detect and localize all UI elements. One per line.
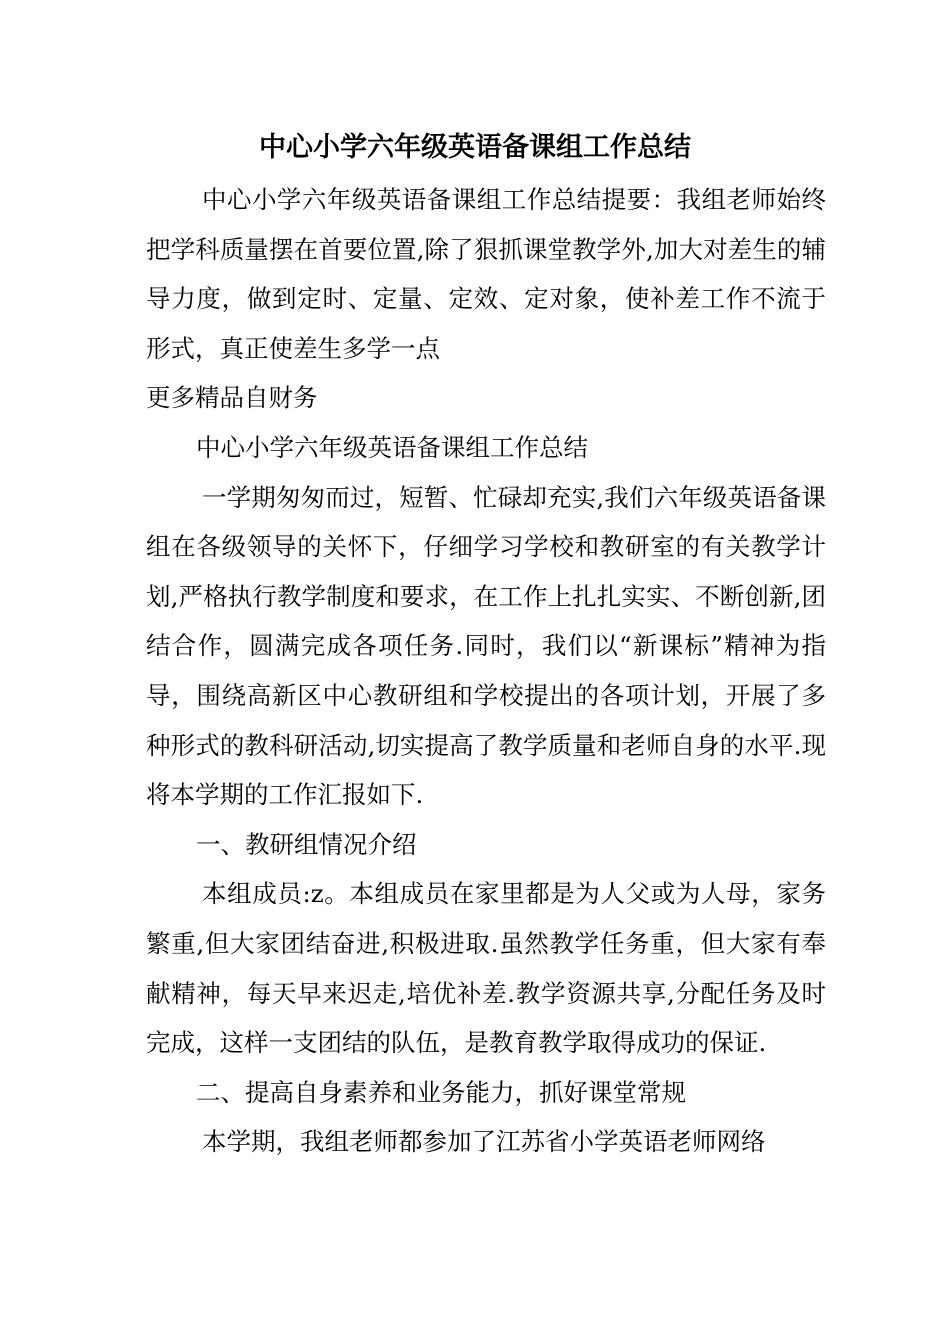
section-heading-1: 一、教研组情况介绍	[196, 829, 417, 859]
intro-paragraph: 一学期匆匆而过，短暂、忙碌却充实,我们六年级英语备课组在各级领导的关怀下，仔细学习学校和教研室的有关教学计划,严格执行教学制度和要求，在工作上扎扎实实、不断创新,团结合作，圆满完成各项任务.同时，我们以“新课标”精神为指导，围绕高新区中心教研组和学校提出的各项计划，开展了多种形式的教科研活动,切实提高了教学质量和老师自身的水平.现将本学期的工作汇报如下.	[146, 482, 826, 810]
summary-paragraph: 中心小学六年级英语备课组工作总结提要：我组老师始终把学科质量摆在首要位置,除了狠抓课堂教学外,加大对差生的辅导力度，做到定时、定量、定效、定对象，使补差工作不流于形式，真正使差生多学一点	[146, 185, 826, 363]
section-1-paragraph: 本组成员:z。本组成员在家里都是为人父或为人母，家务繁重,但大家团结奋进,积极进取.虽然教学任务重，但大家有奉献精神，每天早来迟走,培优补差.教学资源共享,分配任务及时完成，这样一支团结的队伍，是教育教学取得成功的保证.	[146, 879, 826, 1058]
document-body	[146, 175, 826, 1167]
section-2-paragraph: 本学期，我组老师都参加了江苏省小学英语老师网络	[202, 1127, 766, 1157]
subtitle-paragraph: 中心小学六年级英语备课组工作总结	[196, 432, 588, 462]
more-resources-line: 更多精品自财务	[146, 383, 318, 413]
section-heading-2: 二、提高自身素养和业务能力，抓好课堂常规	[196, 1077, 686, 1107]
document-title: 中心小学六年级英语备课组工作总结	[259, 132, 691, 163]
